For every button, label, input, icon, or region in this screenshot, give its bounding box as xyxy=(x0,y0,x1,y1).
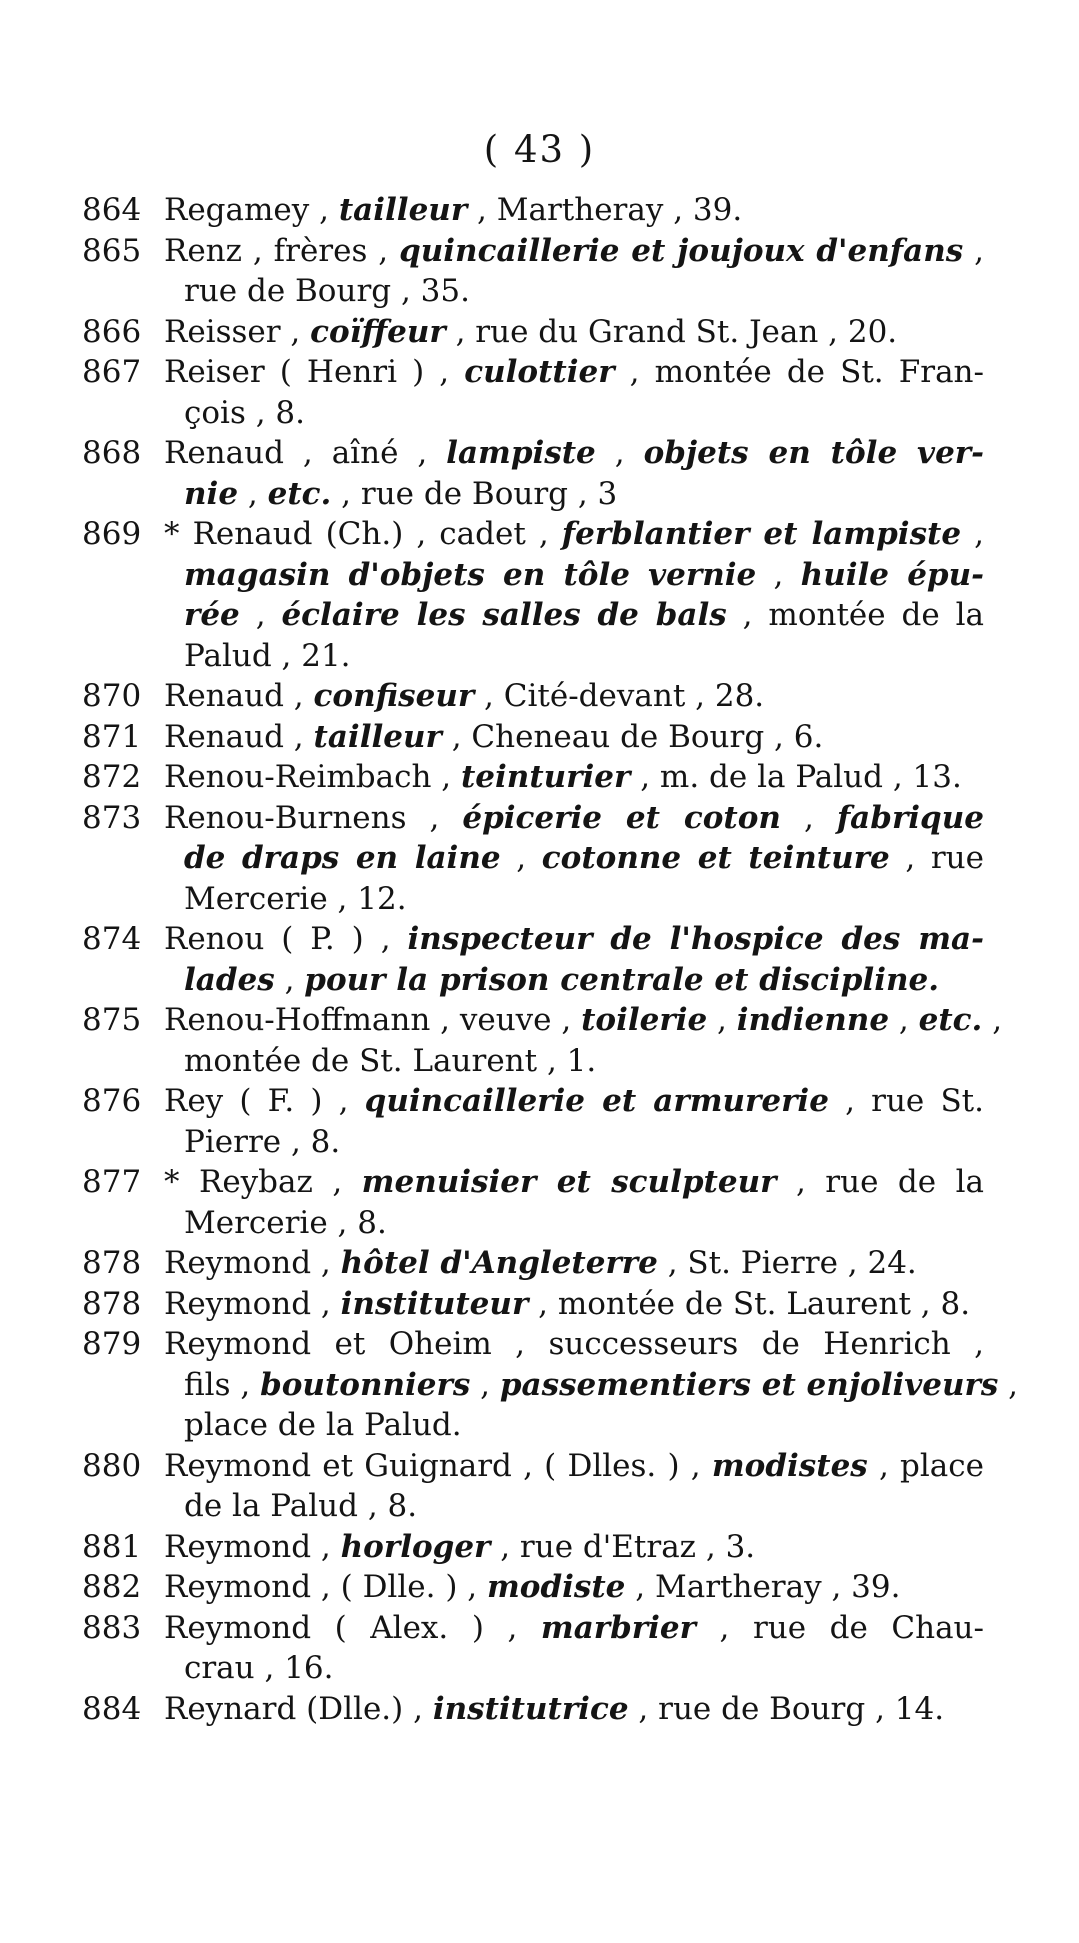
entry-line: Reiser ( Henri ) , culottier , montée de St. Fran- xyxy=(164,354,984,390)
directory-entry xyxy=(82,1243,984,1284)
entry-line: rée , éclaire les salles de bals , montée de la xyxy=(184,597,984,633)
entry-text xyxy=(164,352,984,433)
entry-text xyxy=(164,1000,1003,1081)
entry-number: 871 xyxy=(82,718,142,755)
entry-line: Renaud , aîné , lampiste , objets en tôle ver- xyxy=(164,435,984,471)
entry-line: Reymond et Guignard , ( Dlles. ) , modistes , place xyxy=(164,1447,984,1484)
entry-line: Reymond , instituteur , montée de St. Laurent , 8. xyxy=(164,1285,971,1322)
entry-text xyxy=(164,1162,984,1243)
entry-number: 879 xyxy=(82,1326,142,1362)
entry-text xyxy=(164,1689,984,1730)
entry-line: Reymond , hôtel d'Angleterre , St. Pierre , 24. xyxy=(164,1245,917,1281)
directory-entry xyxy=(82,1081,984,1162)
entry-line: Renou-Reimbach , teinturier , m. de la Palud , 13. xyxy=(164,759,962,795)
entry-line: çois , 8. xyxy=(184,394,305,431)
entry-line: * Reybaz , menuisier et sculpteur , rue de la xyxy=(164,1164,984,1200)
directory-entries xyxy=(82,190,1019,1729)
directory-entry xyxy=(82,1446,984,1527)
directory-entry xyxy=(82,717,984,758)
entry-line: Reynard (Dlle.) , institutrice , rue de Bourg , 14. xyxy=(164,1690,945,1727)
directory-entry xyxy=(82,352,984,433)
entry-number: 864 xyxy=(82,192,142,228)
entry-line: * Renaud (Ch.) , cadet , ferblantier et lampiste , xyxy=(164,516,984,552)
entry-line: Regamey , tailleur , Martheray , 39. xyxy=(164,192,743,228)
entry-text xyxy=(164,312,984,353)
directory-entry xyxy=(82,433,984,514)
entry-text xyxy=(164,1243,984,1284)
directory-entry xyxy=(82,676,984,717)
entry-line: Reymond ( Alex. ) , marbrier , rue de Chau- xyxy=(164,1609,984,1646)
entry-line: Renz , frères , quincaillerie et joujoux d'enfans , xyxy=(164,232,985,269)
entry-line: nie , etc. , rue de Bourg , 3 xyxy=(184,475,618,512)
entry-number: 875 xyxy=(82,1002,142,1038)
entry-text xyxy=(164,798,984,920)
entry-line: lades , pour la prison centrale et discipline. xyxy=(184,961,940,998)
directory-entry xyxy=(82,919,984,1000)
directory-entry xyxy=(82,1608,984,1689)
entry-text xyxy=(164,1081,984,1162)
directory-entry xyxy=(82,1000,1003,1081)
directory-entry xyxy=(82,1284,984,1325)
entry-number: 877 xyxy=(82,1164,142,1200)
entry-line: Reymond , ( Dlle. ) , modiste , Martheray , 39. xyxy=(164,1569,901,1605)
page-number: ( 43 ) xyxy=(483,128,596,171)
entry-line: Renaud , tailleur , Cheneau de Bourg , 6. xyxy=(164,718,824,755)
entry-number: 878 xyxy=(82,1285,142,1322)
entry-text xyxy=(164,231,984,312)
entry-line: Palud , 21. xyxy=(184,637,351,674)
entry-line: de draps en laine , cotonne et teinture , rue xyxy=(184,840,984,876)
directory-entry xyxy=(82,798,984,920)
entry-number: 874 xyxy=(82,921,142,957)
entry-line: Reymond , horloger , rue d'Etraz , 3. xyxy=(164,1528,756,1565)
entry-line: Rey ( F. ) , quincaillerie et armurerie , rue St. xyxy=(164,1083,984,1119)
entry-line: Renou ( P. ) , inspecteur de l'hospice des ma- xyxy=(164,921,984,957)
entry-line: Mercerie , 12. xyxy=(184,880,407,917)
entry-number: 868 xyxy=(82,435,142,471)
entry-number: 866 xyxy=(82,313,142,350)
entry-line: montée de St. Laurent , 1. xyxy=(184,1042,597,1079)
entry-text xyxy=(164,919,984,1000)
entry-line: Mercerie , 8. xyxy=(184,1204,387,1241)
entry-text xyxy=(164,433,984,514)
entry-text xyxy=(164,1567,984,1608)
entry-line: Pierre , 8. xyxy=(184,1123,341,1160)
directory-entry xyxy=(82,1689,984,1730)
entry-line: Renou-Burnens , épicerie et coton , fabrique xyxy=(164,799,984,836)
entry-line: Reymond et Oheim , successeurs de Henrich , xyxy=(164,1326,984,1362)
directory-entry xyxy=(82,514,984,676)
entry-number: 872 xyxy=(82,759,142,795)
entry-line: magasin d'objets en tôle vernie , huile épu- xyxy=(184,556,985,593)
entry-text xyxy=(164,717,984,758)
entry-line: Reisser , coïffeur , rue du Grand St. Jean , 20. xyxy=(164,313,898,350)
entry-line: crau , 16. xyxy=(184,1650,334,1686)
directory-entry xyxy=(82,757,984,798)
entry-text xyxy=(164,757,984,798)
directory-entry xyxy=(82,312,984,353)
entry-number: 869 xyxy=(82,516,142,552)
entry-number: 876 xyxy=(82,1083,142,1119)
entry-text xyxy=(164,1446,984,1527)
entry-line: fils , boutonniers , passementiers et enjoliveurs , xyxy=(184,1366,1019,1403)
entry-text xyxy=(164,1284,984,1325)
entry-line: rue de Bourg , 35. xyxy=(184,273,470,309)
entry-line: Renaud , confiseur , Cité-devant , 28. xyxy=(164,678,765,714)
entry-text xyxy=(164,1608,984,1689)
directory-entry xyxy=(82,231,984,312)
entry-number: 873 xyxy=(82,799,142,836)
directory-entry xyxy=(82,1162,984,1243)
entry-number: 881 xyxy=(82,1528,142,1565)
entry-text xyxy=(164,190,984,231)
entry-number: 870 xyxy=(82,678,142,714)
directory-entry xyxy=(82,1567,984,1608)
entry-number: 884 xyxy=(82,1690,142,1727)
entry-number: 882 xyxy=(82,1569,142,1605)
directory-entry xyxy=(82,190,984,231)
entry-text xyxy=(164,676,984,717)
directory-entry xyxy=(82,1527,984,1568)
entry-number: 867 xyxy=(82,354,142,390)
entry-number: 880 xyxy=(82,1447,142,1484)
entry-number: 865 xyxy=(82,232,142,269)
entry-line: de la Palud , 8. xyxy=(184,1488,418,1524)
entry-text xyxy=(164,1527,984,1568)
entry-number: 878 xyxy=(82,1245,142,1281)
entry-number: 883 xyxy=(82,1609,142,1646)
entry-text xyxy=(164,514,984,676)
directory-entry xyxy=(82,1324,1019,1446)
entry-text xyxy=(164,1324,1019,1446)
entry-line: place de la Palud. xyxy=(184,1407,462,1443)
entry-line: Renou-Hoffmann , veuve , toilerie , indienne , etc. , xyxy=(164,1002,1003,1038)
